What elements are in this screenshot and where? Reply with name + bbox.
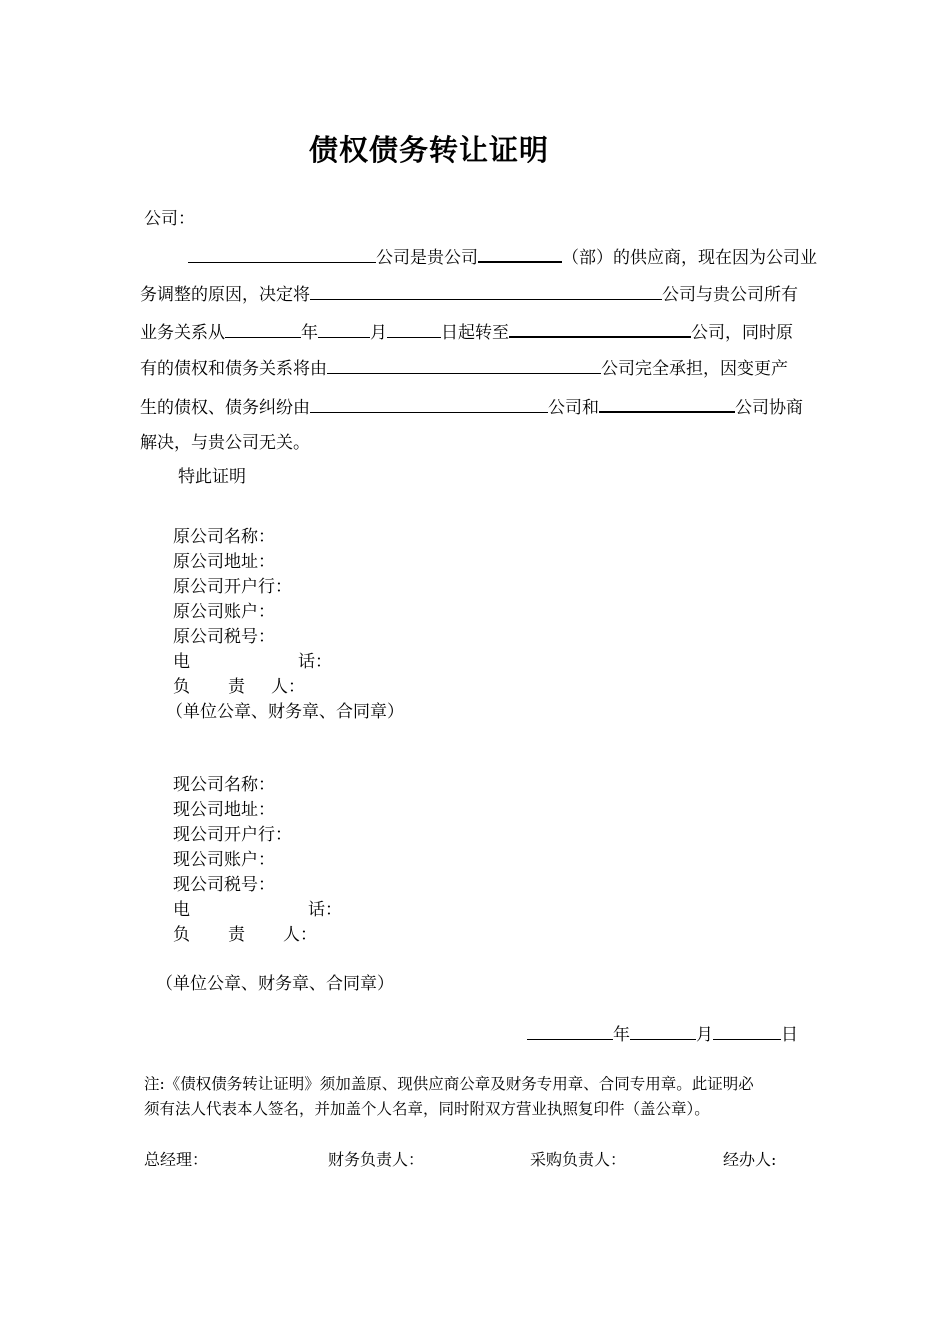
current-company-phone-label: 电 话： — [173, 900, 342, 920]
month-blank[interactable] — [318, 321, 370, 338]
note-line-1: 注:《债权债务转让证明》须加盖原、现供应商公章及财务专用章、合同专用章。此证明必 — [144, 1075, 754, 1093]
supplier-name-blank[interactable] — [188, 246, 376, 263]
bearing-company-blank[interactable] — [327, 357, 601, 374]
current-seal-note: （单位公章、财务章、合同章） — [156, 974, 394, 994]
original-company-person-label: 负 责 人： — [173, 677, 305, 697]
dispute-company-blank-1[interactable] — [310, 396, 548, 413]
department-blank[interactable] — [478, 245, 562, 263]
document-title: 债权债务转让证明 — [308, 133, 549, 167]
current-company-account-label: 现公司账户： — [173, 850, 275, 870]
date-line: 年 月 日 — [527, 1023, 798, 1046]
body-line-5: 生的债权、债务纠纷由 公司和 公司协商 — [140, 395, 803, 419]
current-company-bank-label: 现公司开户行： — [173, 825, 292, 845]
handler-label: 经办人: — [723, 1150, 777, 1169]
original-company-account-label: 原公司账户： — [173, 602, 275, 622]
body-line-1: 公司是贵公司 （部）的供应商，现在因为公司业 — [188, 245, 817, 269]
note-line-2: 须有法人代表本人签名，并加盖个人名章，同时附双方营业执照复印件（盖公章）。 — [144, 1100, 710, 1118]
original-company-blank[interactable] — [310, 283, 662, 300]
year-blank[interactable] — [225, 321, 301, 338]
day-blank[interactable] — [387, 321, 441, 338]
new-company-blank[interactable] — [509, 320, 691, 338]
current-company-name-label: 现公司名称： — [173, 775, 275, 795]
body-line-4: 有的债权和债务关系将由 公司完全承担，因变更产 — [140, 359, 788, 379]
current-company-person-label: 负 责 人： — [173, 925, 317, 945]
body-line-2: 务调整的原因，决定将 公司与贵公司所有 — [140, 285, 798, 305]
original-company-tax-label: 原公司税号： — [173, 627, 275, 647]
addressee: 公司： — [144, 209, 195, 229]
certify-text: 特此证明 — [178, 467, 246, 487]
date-month-blank[interactable] — [630, 1023, 696, 1040]
current-company-tax-label: 现公司税号： — [173, 875, 275, 895]
original-company-address-label: 原公司地址： — [173, 552, 275, 572]
original-company-name-label: 原公司名称： — [173, 527, 275, 547]
body-line-6: 解决，与贵公司无关。 — [140, 433, 310, 453]
dispute-company-blank-2[interactable] — [599, 395, 735, 413]
purchase-manager-label: 采购负责人： — [530, 1150, 627, 1169]
finance-manager-label: 财务负责人： — [328, 1150, 425, 1169]
original-company-phone-label: 电 话： — [173, 652, 332, 672]
general-manager-label: 总经理： — [144, 1150, 209, 1169]
original-seal-note: （单位公章、财务章、合同章） — [166, 702, 404, 722]
body-line-3: 业务关系从 年 月 日起转至 公司，同时原 — [140, 320, 793, 344]
date-year-blank[interactable] — [527, 1023, 613, 1040]
original-company-bank-label: 原公司开户行： — [173, 577, 292, 597]
date-day-blank[interactable] — [713, 1023, 781, 1040]
current-company-address-label: 现公司地址： — [173, 800, 275, 820]
